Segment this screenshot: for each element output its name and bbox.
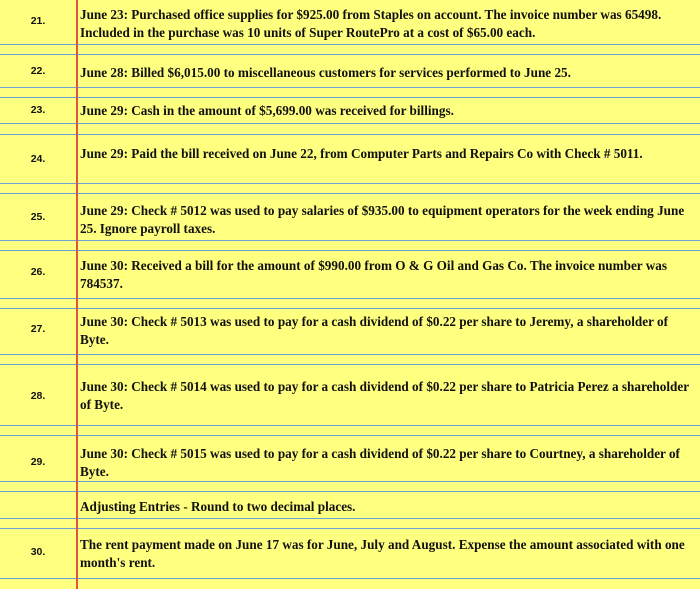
rule-line — [0, 481, 700, 482]
entry-number: 24. — [30, 153, 46, 165]
entry-number: 23. — [30, 104, 46, 116]
rule-line — [0, 183, 700, 184]
rule-line — [0, 364, 700, 365]
entry-text: June 28: Billed $6,015.00 to miscellaneous customers for services performed to June 25. — [80, 65, 571, 80]
rule-line — [0, 123, 700, 124]
entry-number: 30. — [30, 546, 46, 558]
rule-line — [0, 425, 700, 426]
entry-text: June 30: Check # 5014 was used to pay for a cash dividend of $0.22 per share to Patricia Perez a shareholder of Byte. — [80, 379, 689, 412]
rule-line — [0, 97, 700, 98]
entry-text: June 30: Check # 5015 was used to pay for a cash dividend of $0.22 per share to Courtney, a shareholder of Byte. — [80, 446, 680, 479]
rule-line — [0, 308, 700, 309]
rule-line — [0, 298, 700, 299]
rule-line — [0, 44, 700, 45]
rule-line — [0, 491, 700, 492]
entry-number: 21. — [30, 15, 46, 27]
entry-number: 25. — [30, 211, 46, 223]
entry-text: June 30: Received a bill for the amount of $990.00 from O & G Oil and Gas Co. The invoice number was 784537. — [80, 258, 667, 291]
entry-number: 22. — [30, 65, 46, 77]
rule-line — [0, 528, 700, 529]
entry-text: June 29: Cash in the amount of $5,699.00 was received for billings. — [80, 103, 454, 118]
margin-line — [76, 0, 78, 589]
rule-line — [0, 518, 700, 519]
entry-number: 27. — [30, 323, 46, 335]
rule-line — [0, 354, 700, 355]
rule-line — [0, 240, 700, 241]
entry-text: June 29: Paid the bill received on June 22, from Computer Parts and Repairs Co with Check # 5011. — [80, 146, 643, 161]
entry-number: 26. — [30, 266, 46, 278]
rule-line — [0, 193, 700, 194]
entry-number: 28. — [30, 390, 46, 402]
rule-line — [0, 435, 700, 436]
entry-text: June 30: Check # 5013 was used to pay for a cash dividend of $0.22 per share to Jeremy, a shareholder of Byte. — [80, 314, 668, 347]
section-heading: Adjusting Entries - Round to two decimal places. — [80, 499, 356, 514]
rule-line — [0, 87, 700, 88]
rule-line — [0, 250, 700, 251]
rule-line — [0, 54, 700, 55]
entry-number: 29. — [30, 456, 46, 468]
entry-text: June 29: Check # 5012 was used to pay salaries of $935.00 to equipment operators for the week ending June 25. Ignore payroll taxes. — [80, 203, 685, 236]
entry-text: The rent payment made on June 17 was for June, July and August. Expense the amount associated with one month's rent. — [80, 537, 685, 570]
rule-line — [0, 134, 700, 135]
rule-line — [0, 578, 700, 579]
entry-text: June 23: Purchased office supplies for $925.00 from Staples on account. The invoice number was 65498. Included in the purchase was 10 units of Super RoutePro at a cost of $65.00 each. — [80, 7, 662, 40]
